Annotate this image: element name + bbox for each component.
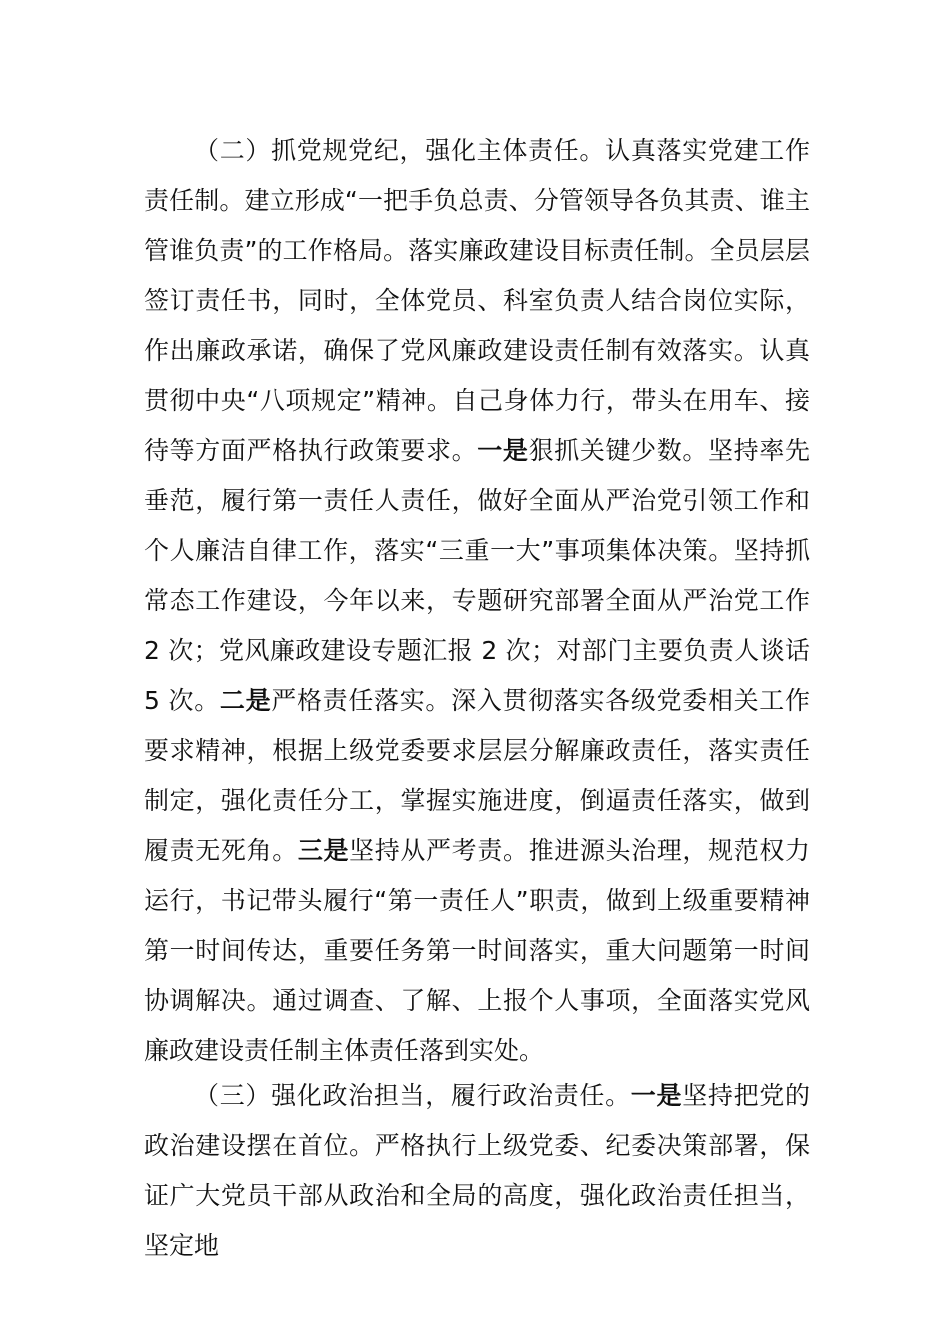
paragraph-text	[144, 126, 810, 1076]
bold-marker-second: 二是	[219, 686, 272, 715]
text-segment: （二）抓党规党纪，强化主体责任。认真落实党建工作责任制。建立形成“一把手负总责、分管领导各负其责、谁主管谁负责”的工作格局。落实廉政建设目标责任制。全员层层签订责任书，同时，全体党员、科室负责人结合岗位实际，作出廉政承诺，确保了党风廉政建设责任制有效落实。认真贯彻中央“八项规定”精神。自己身体力行，带头在用车、接待等方面严格执行政策要求。	[144, 136, 810, 465]
text-segment: 坚持从严考责。推进源头治理，规范权力运行，书记带头履行“第一责任人”职责，做到上级重要精神第一时间传达，重要任务第一时间落实，重大问题第一时间协调解决。通过调查、了解、上报个人事项，全面落实党风廉政建设责任制主体责任落到实处。	[144, 836, 810, 1065]
paragraph-political	[144, 1071, 810, 1271]
text-segment: 坚持把党的政治建设摆在首位。严格执行上级党委、纪委决策部署，保证广大党员干部从政治和全局的高度，强化政治责任担当，坚定地	[144, 1081, 810, 1260]
bold-marker-third: 三是	[297, 836, 350, 865]
text-segment: 严格责任落实。深入贯彻落实各级党委相关工作要求精神，根据上级党委要求层层分解廉政责任，落实责任制定，强化责任分工，掌握实施进度，倒逼责任落实，做到履责无死角。	[144, 686, 810, 865]
paragraph-responsibility	[144, 126, 810, 1076]
bold-marker-first: 一是	[630, 1081, 683, 1110]
text-segment: （三）强化政治担当，履行政治责任。	[194, 1081, 631, 1110]
bold-marker-first: 一是	[477, 436, 529, 465]
text-segment: 狠抓关键少数。坚持率先垂范，履行第一责任人责任，做好全面从严治党引领工作和个人廉洁自律工作，落实“三重一大”事项集体决策。坚持抓常态工作建设，今年以来，专题研究部署全面从严治党工作 2 次；党风廉政建设专题汇报 2 次；对部门主要负责人谈话 5 次。	[144, 436, 810, 715]
paragraph-text	[144, 1071, 810, 1271]
